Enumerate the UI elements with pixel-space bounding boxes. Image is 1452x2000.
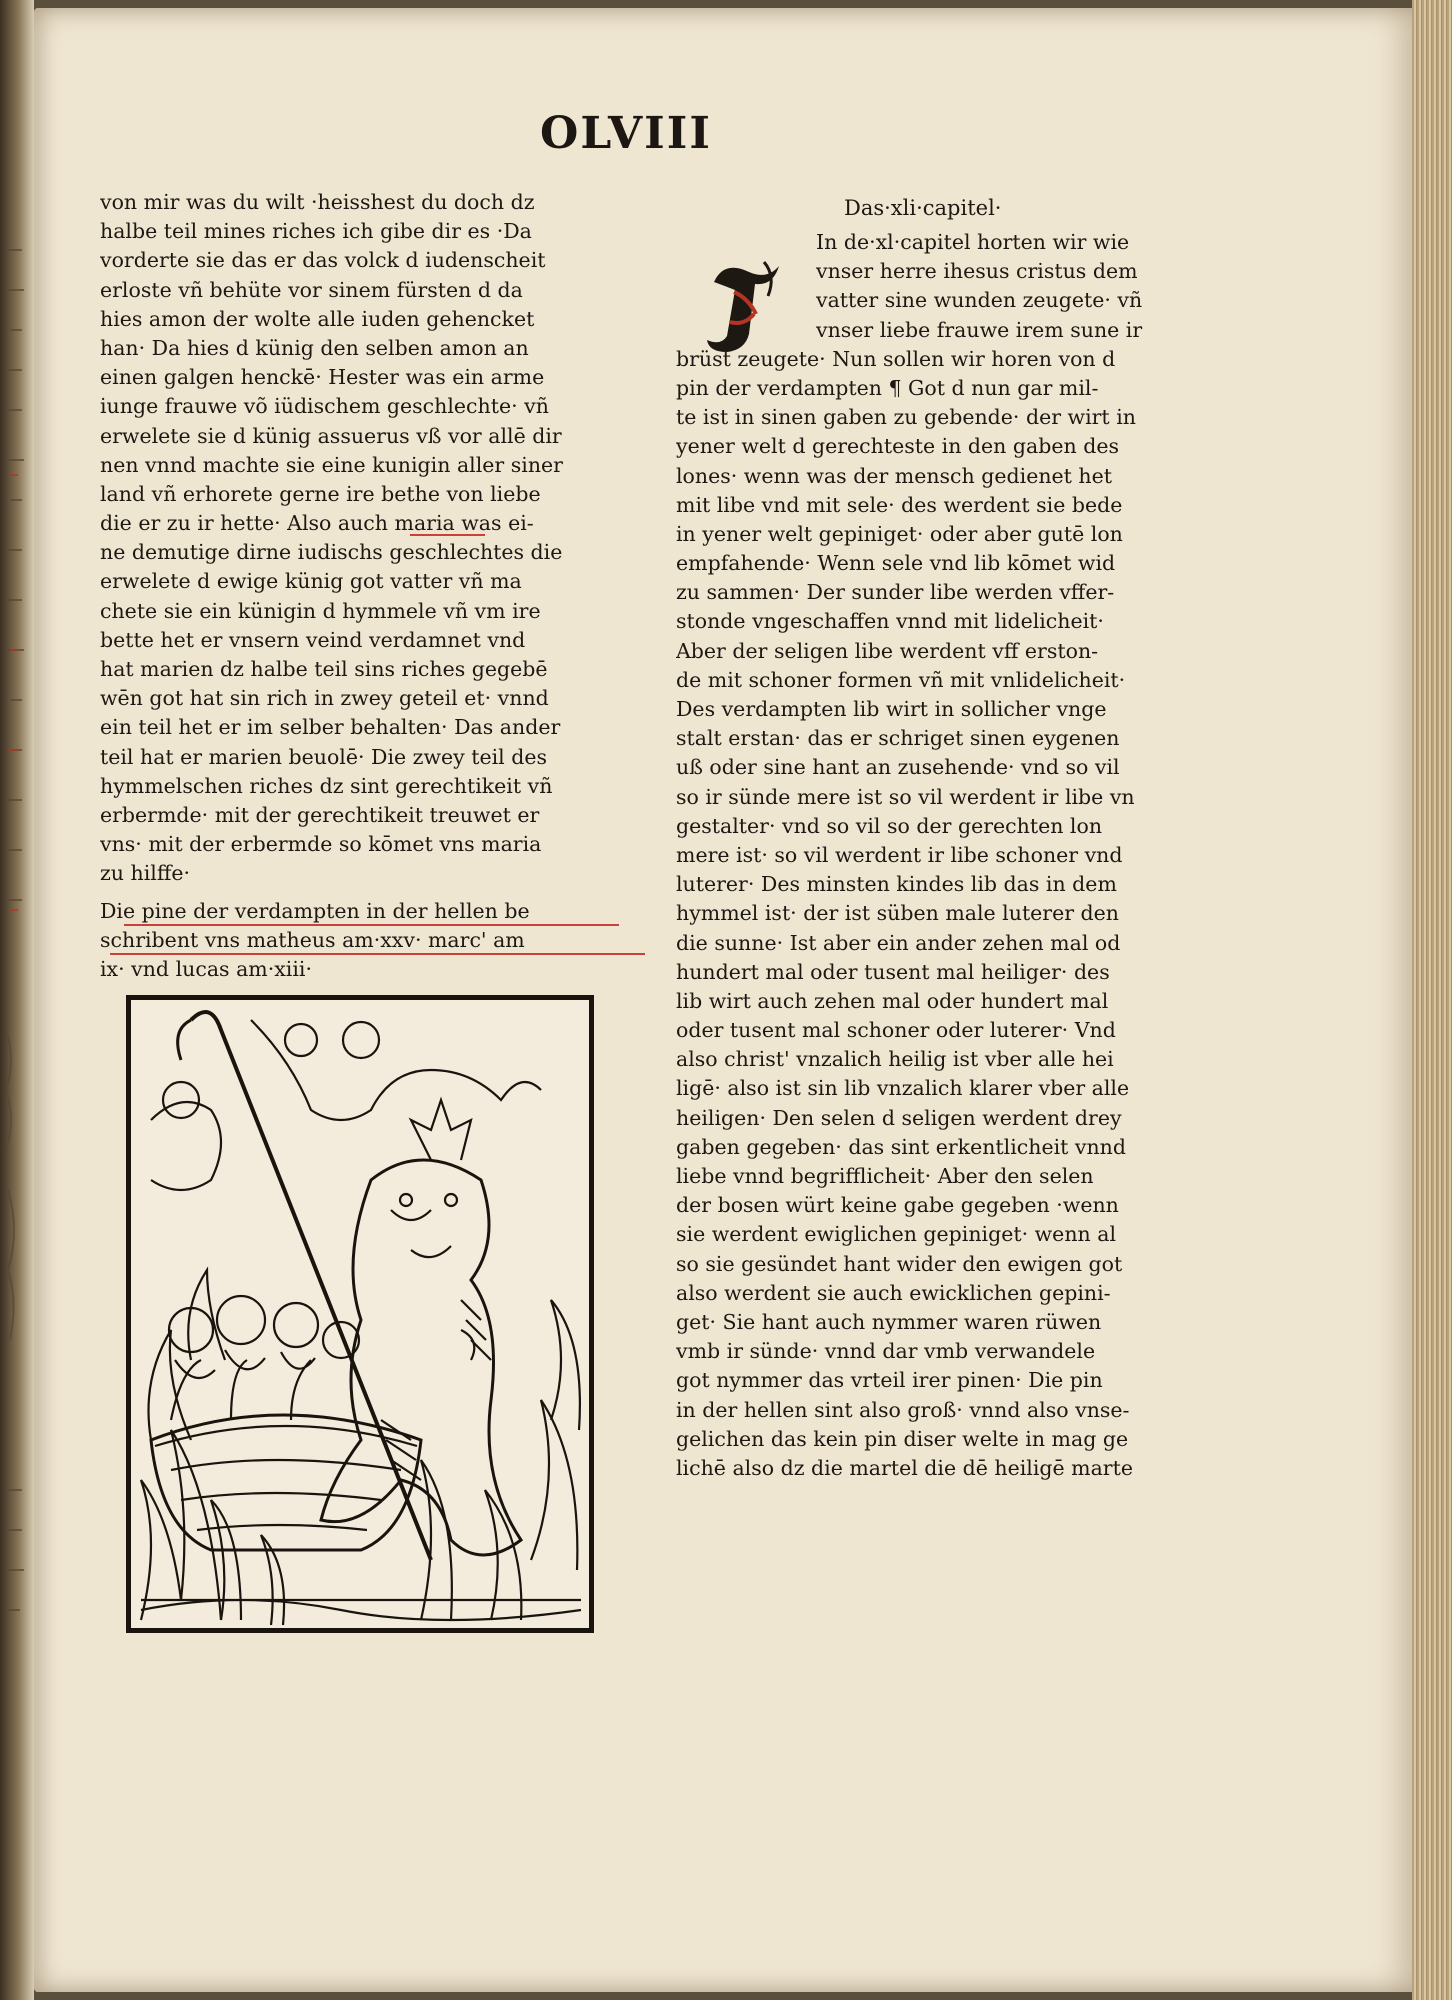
text-line: der bosen würt keine gabe gegeben ·wenn (676, 1193, 1119, 1218)
red-underline (124, 924, 619, 926)
text-line: lib wirt auch zehen mal oder hundert mal (676, 988, 1109, 1013)
text-line: die sunne· Ist aber ein ander zehen mal od (676, 930, 1121, 955)
text-line: yener welt d gerechteste in den gaben des (676, 434, 1119, 459)
text-line: hat marien dz halbe teil sins riches gegebē (100, 657, 548, 681)
text-line: erwelete sie d künig assuerus vß vor allē dir (100, 423, 562, 448)
text-line: ligē· also ist sin lib vnzalich klarer vber alle (676, 1076, 1130, 1101)
chapter-heading: Das·xli·capitel· (844, 196, 1002, 220)
text-line: land vñ erhorete gerne ire bethe von liebe (100, 481, 541, 506)
text-line: iunge frauwe võ iüdischem geschlechte· vñ (100, 394, 549, 419)
red-underline (110, 953, 645, 955)
text-line: han· Da hies d künig den selben amon an (100, 335, 529, 360)
folio-number: OLVIII (540, 108, 712, 159)
right-text-column (676, 228, 1176, 1483)
text-line: chete sie ein künigin d hymmele vñ vm ire (100, 598, 541, 623)
text-line: von mir was du wilt ·heisshest du doch dz (100, 190, 535, 214)
text-line: teil hat er marien beuolē· Die zwey teil des (100, 744, 548, 769)
text-line: get· Sie hant auch nymmer waren rüwen (676, 1309, 1102, 1334)
text-line: so sie gesündet hant wider den ewigen got (676, 1251, 1123, 1276)
page-edges-right (1412, 0, 1452, 2000)
text-line: ix· vnd lucas am·xiii· (100, 957, 312, 982)
text-line: liebe vnnd begrifflicheit· Aber den selen (676, 1164, 1094, 1188)
text-line: pin der verdampten ¶ Got d nun gar mil- (676, 375, 1099, 400)
text-line: mere ist· so vil werdent ir libe schoner vnd (676, 842, 1123, 867)
text-line: die er zu ir hette· Also auch maria was ei- (100, 511, 534, 536)
text-line: oder tusent mal schoner oder luterer· Vnd (676, 1018, 1116, 1043)
text-line: zu sammen· Der sunder libe werden vffer- (676, 580, 1115, 605)
text-line: so ir sünde mere ist so vil werdent ir libe vn (676, 784, 1135, 809)
text-line: sie werdent ewiglichen gepiniget· wenn al (676, 1222, 1117, 1247)
left-rubric-block (100, 897, 640, 985)
text-line: stalt erstan· das er schriget sinen eygenen (676, 726, 1120, 751)
text-line: vnser liebe frauwe irem sune ir (816, 317, 1143, 342)
text-line: hymmelschen riches dz sint gerechtikeit vñ (100, 773, 553, 798)
text-line: te ist in sinen gaben zu gebende· der wirt in (676, 405, 1136, 430)
text-line: ne demutige dirne iudischs geschlechtes die (100, 540, 563, 565)
text-line: In de·xl·capitel horten wir wie (816, 230, 1130, 254)
text-line: vatter sine wunden zeugete· vñ (816, 288, 1143, 313)
text-line: vmb ir sünde· vnnd dar vmb verwandele (676, 1339, 1096, 1364)
facing-page-margin-icon (0, 230, 30, 1680)
text-line: gestalter· vnd so vil so der gerechten lon (676, 813, 1103, 838)
text-line: zu hilffe· (100, 861, 191, 886)
text-line: vns· mit der erbermde so kōmet vns maria (100, 832, 542, 857)
text-line: halbe teil mines riches ich gibe dir es ·Da (100, 219, 532, 244)
text-line: schribent vns matheus am·xxv· marc' am (100, 928, 525, 953)
text-line: lones· wenn was der mensch gedienet het (676, 463, 1112, 488)
text-line: bette het er vnsern veind verdamnet vnd (100, 627, 526, 652)
text-line: also werdent sie auch ewicklichen gepini- (676, 1280, 1111, 1305)
text-line: erloste vñ behüte vor sinem fürsten d da (100, 277, 523, 302)
text-line: got nymmer das vrteil irer pinen· Die pin (676, 1368, 1103, 1393)
left-text-column (100, 188, 620, 889)
text-line: erwelete d ewige künig got vatter vñ ma (100, 569, 522, 594)
text-line: in yener welt gepiniget· oder aber gutē lon (676, 521, 1123, 546)
text-line: wēn got hat sin rich in zwey geteil et· vnnd (100, 686, 549, 711)
woodcut-illustration (126, 995, 594, 1633)
text-line: gelichen das kein pin diser welte in mag ge (676, 1426, 1129, 1451)
text-line: hundert mal oder tusent mal heiliger· des (676, 959, 1110, 984)
text-line: erbermde· mit der gerechtikeit treuwet er (100, 802, 540, 827)
text-line: in der hellen sint also groß· vnnd also vnse- (676, 1397, 1130, 1422)
text-line: heiligen· Den selen d seligen werdent drey (676, 1105, 1122, 1130)
woodcut-devil-cauldron-icon (131, 1000, 589, 1628)
text-line: hies amon der wolte alle iuden gehencket (100, 306, 535, 331)
text-line: Aber der seligen libe werdent vff erston- (676, 638, 1099, 663)
text-line: lichē also dz die martel die dē heiligē marte (676, 1455, 1133, 1480)
text-line: brüst zeugete· Nun sollen wir horen von d (676, 346, 1116, 371)
text-line: nen vnnd machte sie eine kunigin aller siner (100, 452, 563, 477)
red-underline (410, 534, 485, 536)
text-line: vnser herre ihesus cristus dem (816, 259, 1138, 284)
text-line: Des verdampten lib wirt in sollicher vnge (676, 697, 1107, 721)
text-line: einen galgen henckē· Hester was ein arme (100, 365, 545, 390)
text-line: Die pine der verdampten in der hellen be (100, 899, 530, 923)
text-line: hymmel ist· der ist süben male luterer den (676, 901, 1120, 926)
text-line: stonde vngeschaffen vnnd mit lidelicheit· (676, 609, 1104, 634)
text-line: uß oder sine hant an zusehende· vnd so vil (676, 755, 1120, 780)
text-line: gaben gegeben· das sint erkentlicheit vnnd (676, 1134, 1127, 1159)
text-line: ein teil het er im selber behalten· Das ander (100, 715, 561, 740)
text-line: also christ' vnzalich heilig ist vber alle hei (676, 1047, 1114, 1072)
text-line: empfahende· Wenn sele vnd lib kōmet wid (676, 551, 1116, 576)
text-line: luterer· Des minsten kindes lib das in dem (676, 872, 1117, 897)
text-line: de mit schoner formen vñ mit vnlidelicheit· (676, 667, 1126, 692)
text-line: mit libe vnd mit sele· des werdent sie bede (676, 492, 1123, 517)
text-line: vorderte sie das er das volck d iudenscheit (100, 248, 546, 273)
